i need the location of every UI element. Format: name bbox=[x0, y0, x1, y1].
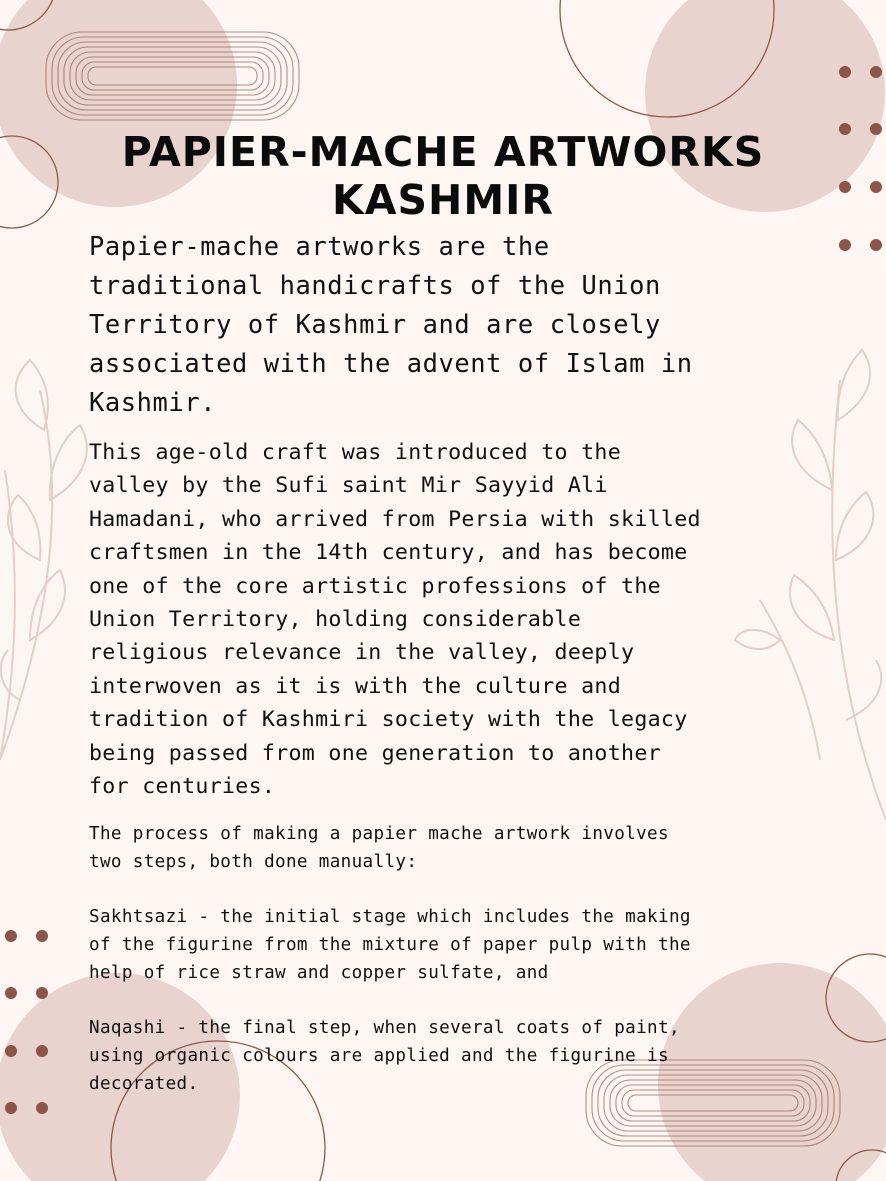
step-sakhtsazi-paragraph: Sakhtsazi - the initial stage which includes the making of the figurine from the mixture of paper pulp with the help of rice straw and copper sulfate, and bbox=[89, 907, 691, 983]
intro-paragraph: Papier-mache artworks are the traditional handicrafts of the Union Territory of Kashmir and are closely associated with the advent of Islam in Kashmir. bbox=[89, 231, 693, 417]
process-paragraph: The process of making a papier mache artwork involves two steps, both done manually: bbox=[89, 824, 669, 872]
step-naqashi-paragraph: Naqashi - the final step, when several coats of paint, using organic colours are applied and the figurine is decorated. bbox=[89, 1018, 680, 1094]
leaf-branch-left bbox=[0, 360, 87, 760]
page-title: PAPIER-MACHE ARTWORKS KASHMIR bbox=[121, 128, 765, 224]
history-paragraph: This age-old craft was introduced to the valley by the Sufi saint Mir Sayyid Ali Hamadani, who arrived from Persia with skilled craftsmen in the 14th century, and has become one of the core artistic professions of the Union Territory, holding considerable religious relevance in the valley, deeply interwoven as it is with the culture and tradition of Kashmiri society with the legacy being passed from one generation to another for centuries. bbox=[89, 440, 701, 800]
